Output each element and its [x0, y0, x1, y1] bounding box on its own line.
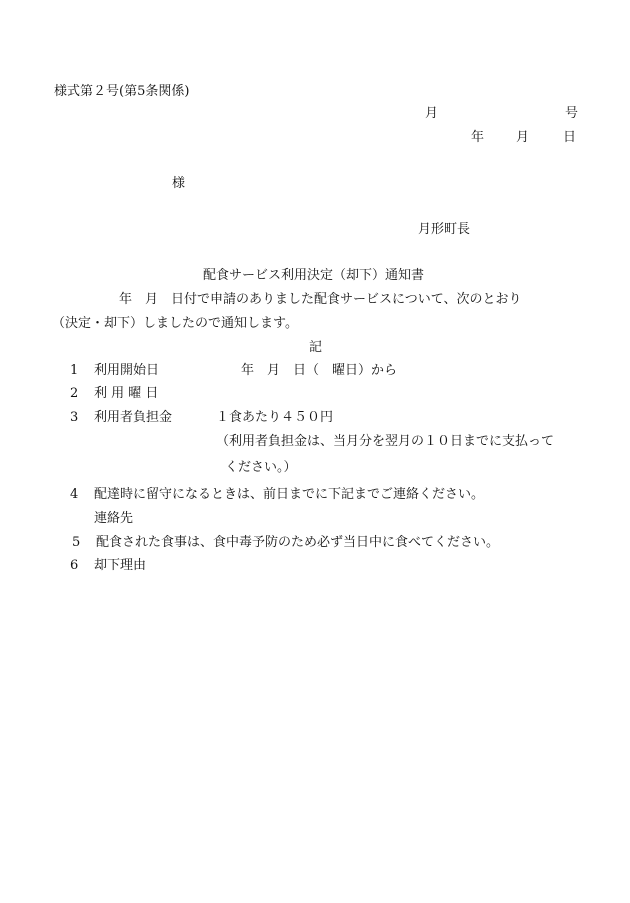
addressee-honorific: 様 [172, 176, 186, 191]
date-year: 年 [471, 130, 485, 145]
item-4-label: 配達時に留守になるときは、前日までに下記までご連絡ください。 [94, 487, 485, 502]
document-title: 配食サービス利用決定（却下）通知書 [203, 268, 425, 283]
intro-line-1: 年 月 日付で申請のありました配食サービスについて、次のとおり [119, 292, 522, 307]
item-1-label: 利用開始日 [94, 363, 160, 378]
issuer-name: 月形町長 [418, 222, 471, 237]
item-4-number: 4 [70, 487, 79, 502]
item-1-number: 1 [70, 363, 79, 378]
item-5-number: 5 [72, 535, 81, 550]
item-3-value: １食あたり４５０円 [216, 410, 334, 425]
item-3-number: 3 [70, 410, 79, 425]
item-3-label: 利用者負担金 [94, 410, 173, 425]
intro-line-2: （決定・却下）しましたので通知します。 [52, 316, 298, 331]
item-4-contact-label: 連絡先 [94, 511, 134, 526]
number-month: 月 [425, 106, 439, 121]
item-5-label: 配食された食事は、食中毒予防のため必ず当日中に食べてください。 [96, 535, 500, 550]
date-day: 日 [563, 130, 577, 145]
item-2-label: 利 用 曜 日 [94, 386, 159, 401]
item-3-note-line-2: ください。） [225, 460, 297, 475]
item-6-number: 6 [70, 558, 79, 573]
form-number-label: 様式第２号(第5条関係) [54, 84, 190, 99]
item-6-label: 却下理由 [94, 558, 147, 573]
date-month: 月 [516, 130, 530, 145]
ki-heading: 記 [309, 340, 323, 355]
item-2-number: 2 [70, 386, 79, 401]
item-1-value: 年 月 日（ 曜日）から [241, 363, 398, 378]
item-3-note-line-1: （利用者負担金は、当月分を翌月の１０日までに支払って [216, 434, 555, 449]
number-suffix: 号 [565, 106, 579, 121]
